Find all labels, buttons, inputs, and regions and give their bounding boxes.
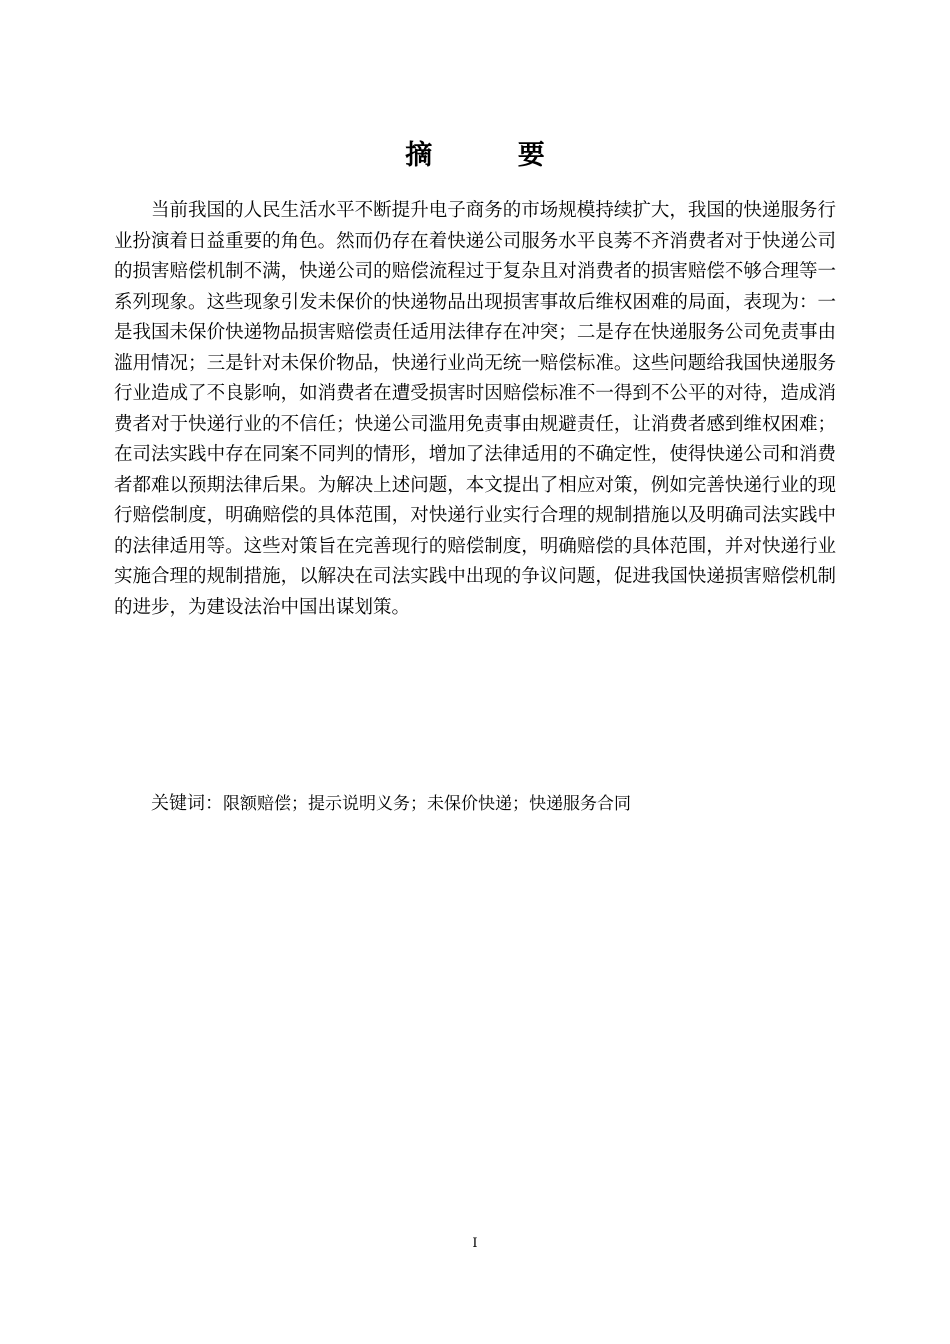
page-number: I bbox=[472, 1236, 478, 1251]
abstract-body: 当前我国的人民生活水平不断提升电子商务的市场规模持续扩大，我国的快递服务行业扮演着日益重要的角色。然而仍存在着快递公司服务水平良莠不齐消费者对于快递公司的损害赔偿机制不满，快递公司的赔偿流程过于复杂且对消费者的损害赔偿不够合理等一系列现象。这些现象引发未保价的快递物品出现损害事故后维权困难的局面，表现为：一是我国未保价快递物品损害赔偿责任适用法律存在冲突；二是存在快递服务公司免责事由滥用情况；三是针对未保价物品，快递行业尚无统一赔偿标准。这些问题给我国快递服务行业造成了不良影响，如消费者在遭受损害时因赔偿标准不一得到不公平的对待，造成消费者对于快递行业的不信任；快递公司滥用免责事由规避责任，让消费者感到维权困难；在司法实践中存在同案不同判的情形，增加了法律适用的不确定性，使得快递公司和消费者都难以预期法律后果。为解决上述问题，本文提出了相应对策，例如完善快递行业的现行赔偿制度，明确赔偿的具体范围，对快递行业实行合理的规制措施以及明确司法实践中的法律适用等。这些对策旨在完善现行的赔偿制度，明确赔偿的具体范围，并对快递行业实施合理的规制措施，以解决在司法实践中出现的争议问题，促进我国快递损害赔偿机制的进步，为建设法治中国出谋划策。 bbox=[114, 200, 836, 618]
keywords-line bbox=[151, 790, 841, 818]
keywords-label: 关键词： bbox=[151, 793, 223, 814]
abstract-heading: 摘 要 bbox=[405, 140, 583, 171]
keywords-text: 限额赔偿；提示说明义务；未保价快递；快递服务合同 bbox=[223, 794, 631, 814]
